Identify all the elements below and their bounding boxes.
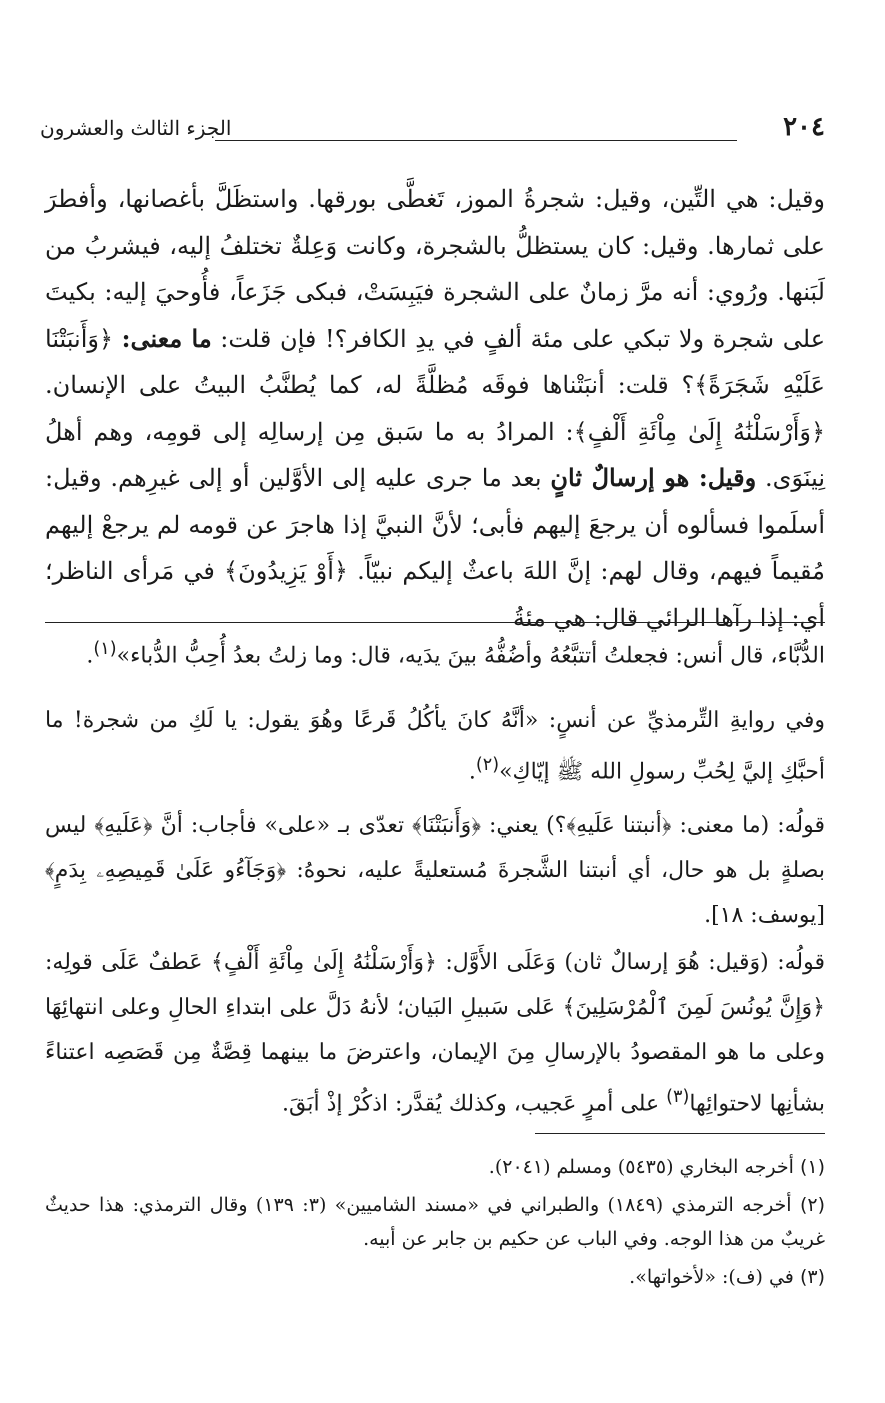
main-text: ؟ قلت: أنبَتْناها فوقَه مُظلَّةً له، كما يُطنَّبُ البيتُ على الإنسان. bbox=[45, 371, 695, 399]
commentary-text: على أمرٍ عَجيب، وكذلك يُقدَّر: اذكُرْ إذْ أبَقَ. bbox=[282, 1091, 667, 1117]
commentary-paragraph bbox=[45, 803, 825, 938]
footnote-marker[interactable]: (١) bbox=[93, 639, 117, 659]
quran-quote: ﴿أَوْ يَزِيدُونَ﴾ bbox=[224, 557, 348, 585]
text-commentary-divider bbox=[45, 622, 825, 623]
footnote bbox=[45, 1260, 825, 1294]
main-text-paragraph bbox=[45, 176, 825, 641]
commentary-paragraph bbox=[45, 940, 825, 1126]
footnotes bbox=[45, 1150, 825, 1298]
commentary-text: قولُه: (ما معنى: ﴿أنبتنا عَلَيهِ﴾؟) يعني: ﴿وَأَنبَتْنَا﴾ تعدّى بـ «على» فأجاب: أنَّ ﴿عَلَيهِ﴾ ليس بصلةٍ بل هو حال، أي أنبتنا الشَّجرةَ مُستعليةً عليه، نحوهُ: ﴿وَجَآءُو عَلَىٰ قَمِيصِهِۦ بِدَمٍ﴾ [يوسف: ١٨]. bbox=[45, 813, 825, 928]
footnote-text: أخرجه الترمذي (١٨٤٩) والطبراني في «مسند الشاميين» (٣: ١٣٩) وقال الترمذي: هذا حديثٌ غريبٌ من هذا الوجه. وفي الباب عن حكيم بن جابر عن أبيه. bbox=[45, 1194, 825, 1250]
quran-quote: ﴿وَأَنبَتْنَا عَلَيْهِ شَجَرَةً﴾ bbox=[45, 324, 826, 399]
footnote-number: (١) bbox=[799, 1156, 825, 1178]
quran-quote: ﴿وَأَرْسَلْنَٰهُ إِلَىٰ مِاْئَةِ أَلْفٍ﴾ bbox=[573, 417, 826, 446]
page-header bbox=[40, 112, 825, 156]
footnote-marker[interactable]: (٢) bbox=[475, 755, 500, 775]
header-rule bbox=[215, 140, 737, 141]
running-title: الجزء الثالث والعشرون bbox=[40, 116, 232, 140]
footnote-marker[interactable]: (٣) bbox=[666, 1087, 690, 1107]
footnote bbox=[45, 1150, 825, 1184]
footnote-number: (٢) bbox=[799, 1194, 825, 1216]
main-text: وقيل: هي التِّين، وقيل: شجرةُ الموز، تَغطَّى بورقها. واستظَلَّ بأغصانها، وأفطرَ على ثمارها. وقيل: كان يستظلُّ بالشجرة، وكانت وَعِلةٌ تختلفُ إليه، فيشربُ من لَبَنها. ورُوي: أنه مرَّ زمانٌ على الشجرة فيَبِسَتْ، فبكى جَزَعاً، فأُوحيَ إليه: بكيتَ على شجرة ولا تبكي على مئة ألفٍ في يدِ الكافر؟! فإن قلت: bbox=[45, 185, 826, 353]
footnote-text: أخرجه البخاري (٥٤٣٥) ومسلم (٢٠٤١). bbox=[488, 1156, 800, 1178]
commentary-text: قولُه: (وَقيل: هُوَ إرسالٌ ثان) وَعَلَى الأَوَّل: ﴿وَأَرْسَلْنَٰهُ إِلَىٰ مِاْئَةِ أَلْفٍ﴾ عَطفٌ عَلَى قولِه: ﴿وَإِنَّ يُونُسَ لَمِنَ ٱلْمُرْسَلِينَ﴾ عَلى سَبيلِ البَيان؛ لأنهُ دَلَّ على ابتداءِ الحالِ وعلى انتهائِهَا وعلى ما هو المقصودُ بالإرسالِ مِنَ الإيمان، واعترضَ ما بينهما قِصَّةٌ مِن قَصَصِه اعتناءً بشأنِها لاحتوائِها bbox=[45, 950, 825, 1117]
commentary-text: وفي روايةِ التِّرمذيِّ عن أنسٍ: «أنَّهُ كانَ يأكُلُ قَرعًا وهُوَ يقول: يا لَكِ من شجرة! ما أحبَّكِ إليَّ لِحُبِّ رسولِ الله ﷺ إيّاكِ» bbox=[45, 708, 825, 785]
footnote-number: (٣) bbox=[799, 1266, 825, 1288]
commentary-text: الدُّبَّاء، قال أنس: فجعلتُ أتتبَّعُهُ وأضُفُّهُ بينَ يدَيه، قال: وما زلتُ بعدُ أُحِبُّ الدُّباء» bbox=[116, 643, 825, 669]
commentary-text: . bbox=[86, 643, 94, 669]
question-label: ما معنى: bbox=[121, 323, 212, 353]
footnote-text: في (ف): «لأخواتها». bbox=[629, 1266, 800, 1288]
footnote bbox=[45, 1188, 825, 1256]
commentary-text: . bbox=[468, 759, 476, 785]
commentary-paragraph bbox=[45, 627, 825, 678]
main-text: في مَرأى الناظر؛ أي: إذا رآها الرائي قال: هي مئةُ bbox=[45, 557, 825, 632]
main-text: بعد ما جرى عليه إلى الأوَّلين أو إلى غيرِهم. وقيل: أسلَموا فسألوه أن يرجعَ إليهم فأبى؛ لأنَّ النبيَّ إذا هاجرَ عن قومه لم يرجعْ إليهم مُقيماً فيهم، وقال لهم: إنَّ اللهَ باعثٌ إليكم نبيّاً. bbox=[45, 464, 825, 585]
commentary-paragraph bbox=[45, 698, 825, 794]
page-number: ٢٠٤ bbox=[783, 112, 825, 142]
footnote-divider bbox=[535, 1133, 825, 1134]
main-text: : المرادُ به ما سَبق مِن إرسالِه إلى قومِه، وهم أهلُ نِينَوَى. bbox=[45, 417, 826, 492]
alternate-view-label: وقيل: هو إرسالٌ ثانٍ bbox=[550, 463, 757, 492]
